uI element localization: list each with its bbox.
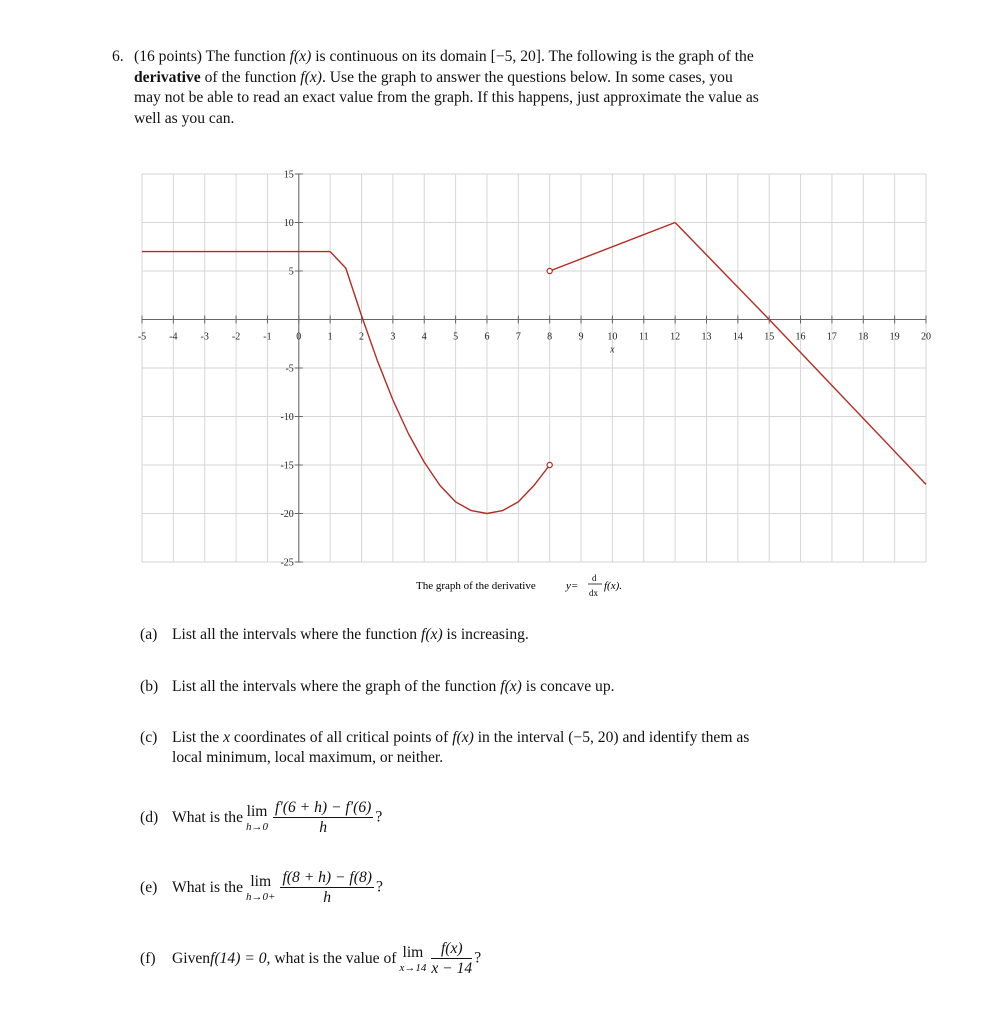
fx-symbol: f(x) bbox=[452, 729, 474, 746]
question-label: (a) bbox=[140, 626, 158, 643]
y-tick-label: 10 bbox=[283, 218, 294, 229]
chart-title: The graph of the derivative bbox=[416, 580, 536, 592]
open-point bbox=[547, 268, 552, 273]
x-tick-label: 13 bbox=[701, 331, 712, 343]
x-tick-label: 3 bbox=[390, 331, 396, 343]
x-tick-label: -5 bbox=[137, 331, 147, 343]
question-label: (e) bbox=[140, 878, 158, 896]
x-tick-label: 17 bbox=[826, 331, 837, 343]
x-tick-label: 8 bbox=[547, 331, 553, 343]
x-tick-label: 14 bbox=[732, 331, 743, 343]
question-text: in the interval (−5, 20) and identify them as bbox=[473, 729, 750, 746]
open-point bbox=[547, 462, 552, 467]
question-text: List the bbox=[172, 729, 224, 746]
problem-text: of the function bbox=[200, 68, 301, 86]
question-c-line-2: local minimum, local maximum, or neither. bbox=[172, 749, 444, 766]
x-tick-label: 5 bbox=[453, 331, 459, 343]
caption-fx: f(x). bbox=[604, 580, 623, 592]
y-tick-label: 5 bbox=[288, 266, 294, 278]
question-label: (c) bbox=[140, 729, 158, 746]
fx-symbol: f(x) bbox=[421, 626, 443, 643]
question-text: , what is the value of bbox=[266, 949, 397, 967]
fraction-numerator: f(8 + h) − f(8) bbox=[282, 869, 372, 886]
x-tick-label: 4 bbox=[421, 331, 427, 343]
x-symbol: x bbox=[223, 729, 231, 746]
difference-quotient bbox=[280, 868, 373, 907]
limit-operator bbox=[399, 944, 426, 974]
y-tick-label: -15 bbox=[280, 460, 294, 472]
x-tick-label: 15 bbox=[764, 331, 775, 343]
x-tick-label: 18 bbox=[858, 331, 869, 343]
question-text: is increasing. bbox=[442, 626, 529, 643]
x-tick-label: 19 bbox=[889, 331, 900, 343]
problem-text: is continuous on its domain [−5, 20]. The following is the graph of the bbox=[311, 48, 754, 65]
limit-fraction bbox=[431, 939, 472, 978]
question-text: is concave up. bbox=[521, 678, 615, 695]
fraction-denominator: x − 14 bbox=[431, 960, 473, 977]
question-e bbox=[140, 868, 383, 907]
x-tick-label: -1 bbox=[263, 331, 272, 343]
fraction-denominator: h bbox=[319, 819, 328, 836]
difference-quotient bbox=[273, 798, 373, 837]
chart-caption bbox=[416, 573, 622, 598]
question-label: (b) bbox=[140, 678, 159, 695]
question-mark: ? bbox=[375, 808, 383, 826]
question-text: Given bbox=[172, 949, 211, 967]
x-tick-label: 6 bbox=[484, 331, 490, 343]
problem-text: The function bbox=[205, 48, 290, 65]
caption-y: y= bbox=[566, 580, 579, 592]
x-tick-label: 10 bbox=[607, 331, 618, 343]
question-label: (f) bbox=[140, 949, 156, 967]
question-a bbox=[140, 625, 529, 645]
given-condition: f(14) = 0 bbox=[210, 949, 267, 967]
problem-line-4: well as you can. bbox=[134, 109, 235, 127]
series-curve bbox=[327, 252, 553, 514]
question-mark: ? bbox=[474, 949, 482, 967]
question-d bbox=[140, 798, 382, 837]
question-text: List all the intervals where the function bbox=[172, 626, 421, 643]
fraction-numerator: f(x) bbox=[431, 939, 472, 959]
problem-points: (16 points) bbox=[134, 48, 203, 65]
fx-symbol: f(x) bbox=[300, 68, 322, 86]
question-c bbox=[140, 728, 749, 768]
x-tick-label: 12 bbox=[670, 331, 681, 343]
x-axis-label: x bbox=[610, 344, 615, 356]
x-tick-label: 16 bbox=[795, 331, 806, 343]
x-tick-label: -4 bbox=[169, 331, 178, 343]
caption-dx: dx bbox=[589, 588, 598, 598]
y-tick-label: -10 bbox=[280, 412, 294, 423]
fraction-denominator: h bbox=[323, 889, 332, 906]
problem-text: . Use the graph to answer the questions below. In some cases, you bbox=[321, 68, 733, 86]
x-tick-label: 11 bbox=[638, 331, 649, 343]
x-tick-label: 9 bbox=[578, 331, 584, 343]
question-b bbox=[140, 677, 615, 697]
question-mark: ? bbox=[375, 878, 383, 896]
chart-axes bbox=[138, 170, 931, 569]
fraction-numerator: f′(6 + h) − f′(6) bbox=[275, 799, 372, 816]
y-tick-label: -20 bbox=[280, 509, 294, 520]
problem-number: 6. bbox=[112, 48, 124, 65]
question-text: What is the bbox=[172, 808, 244, 826]
lim-subscript: h→0+ bbox=[246, 890, 276, 903]
lim-word: lim bbox=[402, 943, 424, 961]
caption-d: d bbox=[592, 573, 597, 583]
y-tick-label: -25 bbox=[280, 557, 294, 569]
x-tick-label: 7 bbox=[515, 331, 521, 343]
question-text: coordinates of all critical points of bbox=[230, 729, 453, 746]
x-tick-label: 1 bbox=[327, 331, 333, 343]
question-label: (d) bbox=[140, 808, 159, 826]
x-tick-label: 20 bbox=[921, 331, 931, 343]
chart-grid bbox=[142, 174, 926, 562]
derivative-word: derivative bbox=[134, 68, 201, 86]
x-tick-label: 2 bbox=[359, 331, 365, 343]
limit-operator bbox=[246, 873, 275, 903]
fx-symbol: f(x) bbox=[500, 678, 522, 695]
fx-symbol: f(x) bbox=[289, 48, 312, 65]
lim-word: lim bbox=[250, 872, 272, 890]
y-tick-label: -5 bbox=[285, 363, 294, 375]
question-text: List all the intervals where the graph of the function bbox=[172, 678, 501, 695]
lim-word: lim bbox=[246, 802, 268, 820]
question-text: What is the bbox=[172, 878, 244, 896]
lim-subscript: x→14 bbox=[399, 961, 427, 974]
limit-operator bbox=[246, 803, 268, 833]
lim-subscript: h→0 bbox=[246, 820, 269, 833]
x-tick-label: -2 bbox=[231, 331, 241, 343]
x-tick-label: -3 bbox=[200, 331, 209, 343]
x-tick-label: 0 bbox=[296, 331, 302, 343]
y-tick-label: 15 bbox=[283, 169, 294, 181]
problem-line-3: may not be able to read an exact value from the graph. If this happens, just approximate the value as bbox=[134, 89, 759, 106]
question-f bbox=[140, 939, 481, 978]
